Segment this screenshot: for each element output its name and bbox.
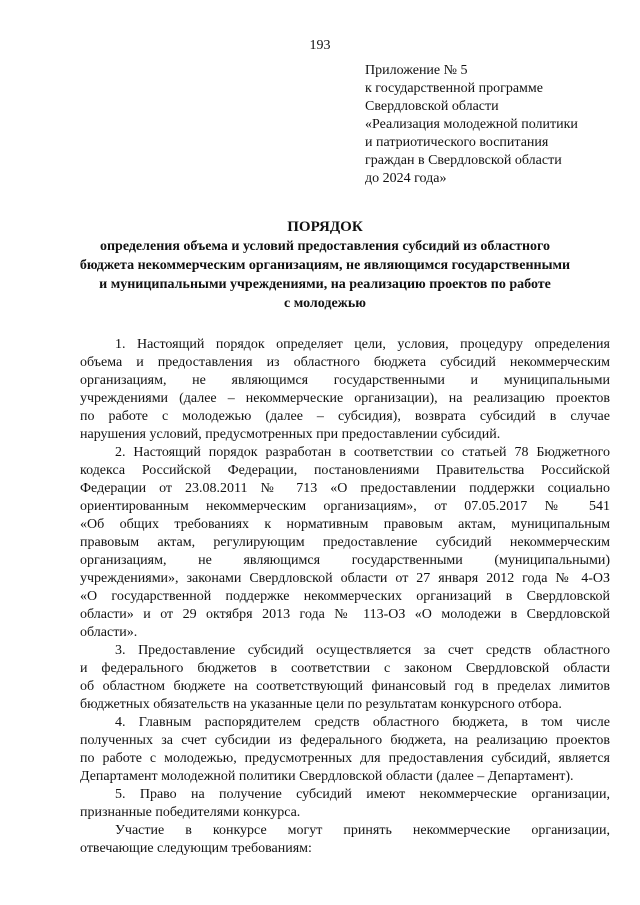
paragraph-6 — [80, 822, 610, 858]
text-line: «Об общих требованиях к нормативным правовым актам, муниципальным — [80, 517, 610, 532]
text-line: объема и предоставления из областного бюджета субсидий некоммерческим — [80, 355, 610, 370]
title-main: ПОРЯДОК — [287, 219, 363, 235]
text-line: признанные победителями конкурса. — [80, 805, 301, 820]
text-line: организациям, не являющимся государственными и муниципальными — [80, 373, 610, 388]
paragraph-3 — [80, 642, 610, 714]
paragraph-2 — [80, 444, 610, 642]
text-line: Федерации от 23.08.2011 № 713 «О предоставлении поддержки социально — [80, 481, 610, 496]
appendix-line: Свердловской области — [365, 99, 499, 114]
text-line: по работе с молодежью, предусмотренных для предоставления субсидий, является — [80, 751, 610, 766]
text-line: учреждениями», законами Свердловской области от 27 января 2012 года № 4-ОЗ — [80, 571, 610, 586]
text-line: 2. Настоящий порядок разработан в соответствии со статьей 78 Бюджетного — [115, 445, 610, 460]
page-number: 193 — [309, 38, 331, 53]
text-line: ориентированным некоммерческим организациям», от 07.05.2017 № 541 — [80, 499, 610, 514]
text-line: и федерального бюджетов в соответствии с законом Свердловской области — [80, 661, 610, 676]
text-line: отвечающие следующим требованиям: — [80, 841, 312, 856]
text-line: 5. Право на получение субсидий имеют некоммерческие организации, — [115, 787, 610, 802]
text-line: организациям, не являющимся государственными (муниципальными) — [80, 553, 610, 568]
document-title — [75, 218, 575, 313]
appendix-line: граждан в Свердловской области — [365, 153, 562, 168]
appendix-line: «Реализация молодежной политики — [365, 117, 578, 132]
appendix-line: до 2024 года» — [365, 171, 447, 186]
title-line: бюджета некоммерческим организациям, не являющимся государственными — [79, 258, 571, 273]
paragraph-5 — [80, 786, 610, 822]
text-line: полученных за счет субсидии из федерального бюджета, на реализацию проектов — [80, 733, 610, 748]
text-line: учреждениями (далее – некоммерческие организации), на реализацию проектов — [80, 391, 610, 406]
title-line: и муниципальными учреждениями, на реализацию проектов по работе — [99, 277, 551, 292]
title-subtitle — [75, 237, 575, 313]
appendix-header — [365, 62, 627, 188]
text-line: 4. Главным распорядителем средств областного бюджета, в том числе — [115, 715, 610, 730]
text-line: об областном бюджете на соответствующий финансовый год в пределах лимитов — [80, 679, 610, 694]
text-line: бюджетных обязательств на указанные цели по результатам конкурсного отбора. — [80, 697, 562, 712]
document-body — [80, 336, 610, 858]
text-line: «О государственной поддержке некоммерческих организаций в Свердловской — [80, 589, 610, 604]
text-line: Департамент молодежной политики Свердловской области (далее – Департамент). — [80, 769, 574, 784]
text-line: области» и от 29 октября 2013 года № 113-ОЗ «О молодежи в Свердловской — [80, 607, 610, 622]
text-line: области». — [80, 625, 138, 640]
text-line: Участие в конкурсе могут принять некоммерческие организации, — [115, 823, 610, 838]
title-line: с молодежью — [284, 296, 366, 311]
appendix-line: Приложение № 5 — [365, 63, 468, 78]
text-line: 1. Настоящий порядок определяет цели, условия, процедуру определения — [115, 337, 610, 352]
paragraph-4 — [80, 714, 610, 786]
title-line: определения объема и условий предоставления субсидий из областного — [99, 239, 551, 254]
appendix-line: и патриотического воспитания — [365, 135, 549, 150]
text-line: нарушения условий, предусмотренных при предоставлении субсидий. — [80, 427, 501, 442]
appendix-line: к государственной программе — [365, 81, 543, 96]
text-line: правовым актам, регулирующим предоставление субсидий некоммерческим — [80, 535, 610, 550]
text-line: по работе с молодежью (далее – субсидия), возврата субсидий в случае — [80, 409, 610, 424]
paragraph-1 — [80, 336, 610, 444]
text-line: 3. Предоставление субсидий осуществляется за счет средств областного — [115, 643, 610, 658]
text-line: кодекса Российской Федерации, постановлениями Правительства Российской — [80, 463, 610, 478]
